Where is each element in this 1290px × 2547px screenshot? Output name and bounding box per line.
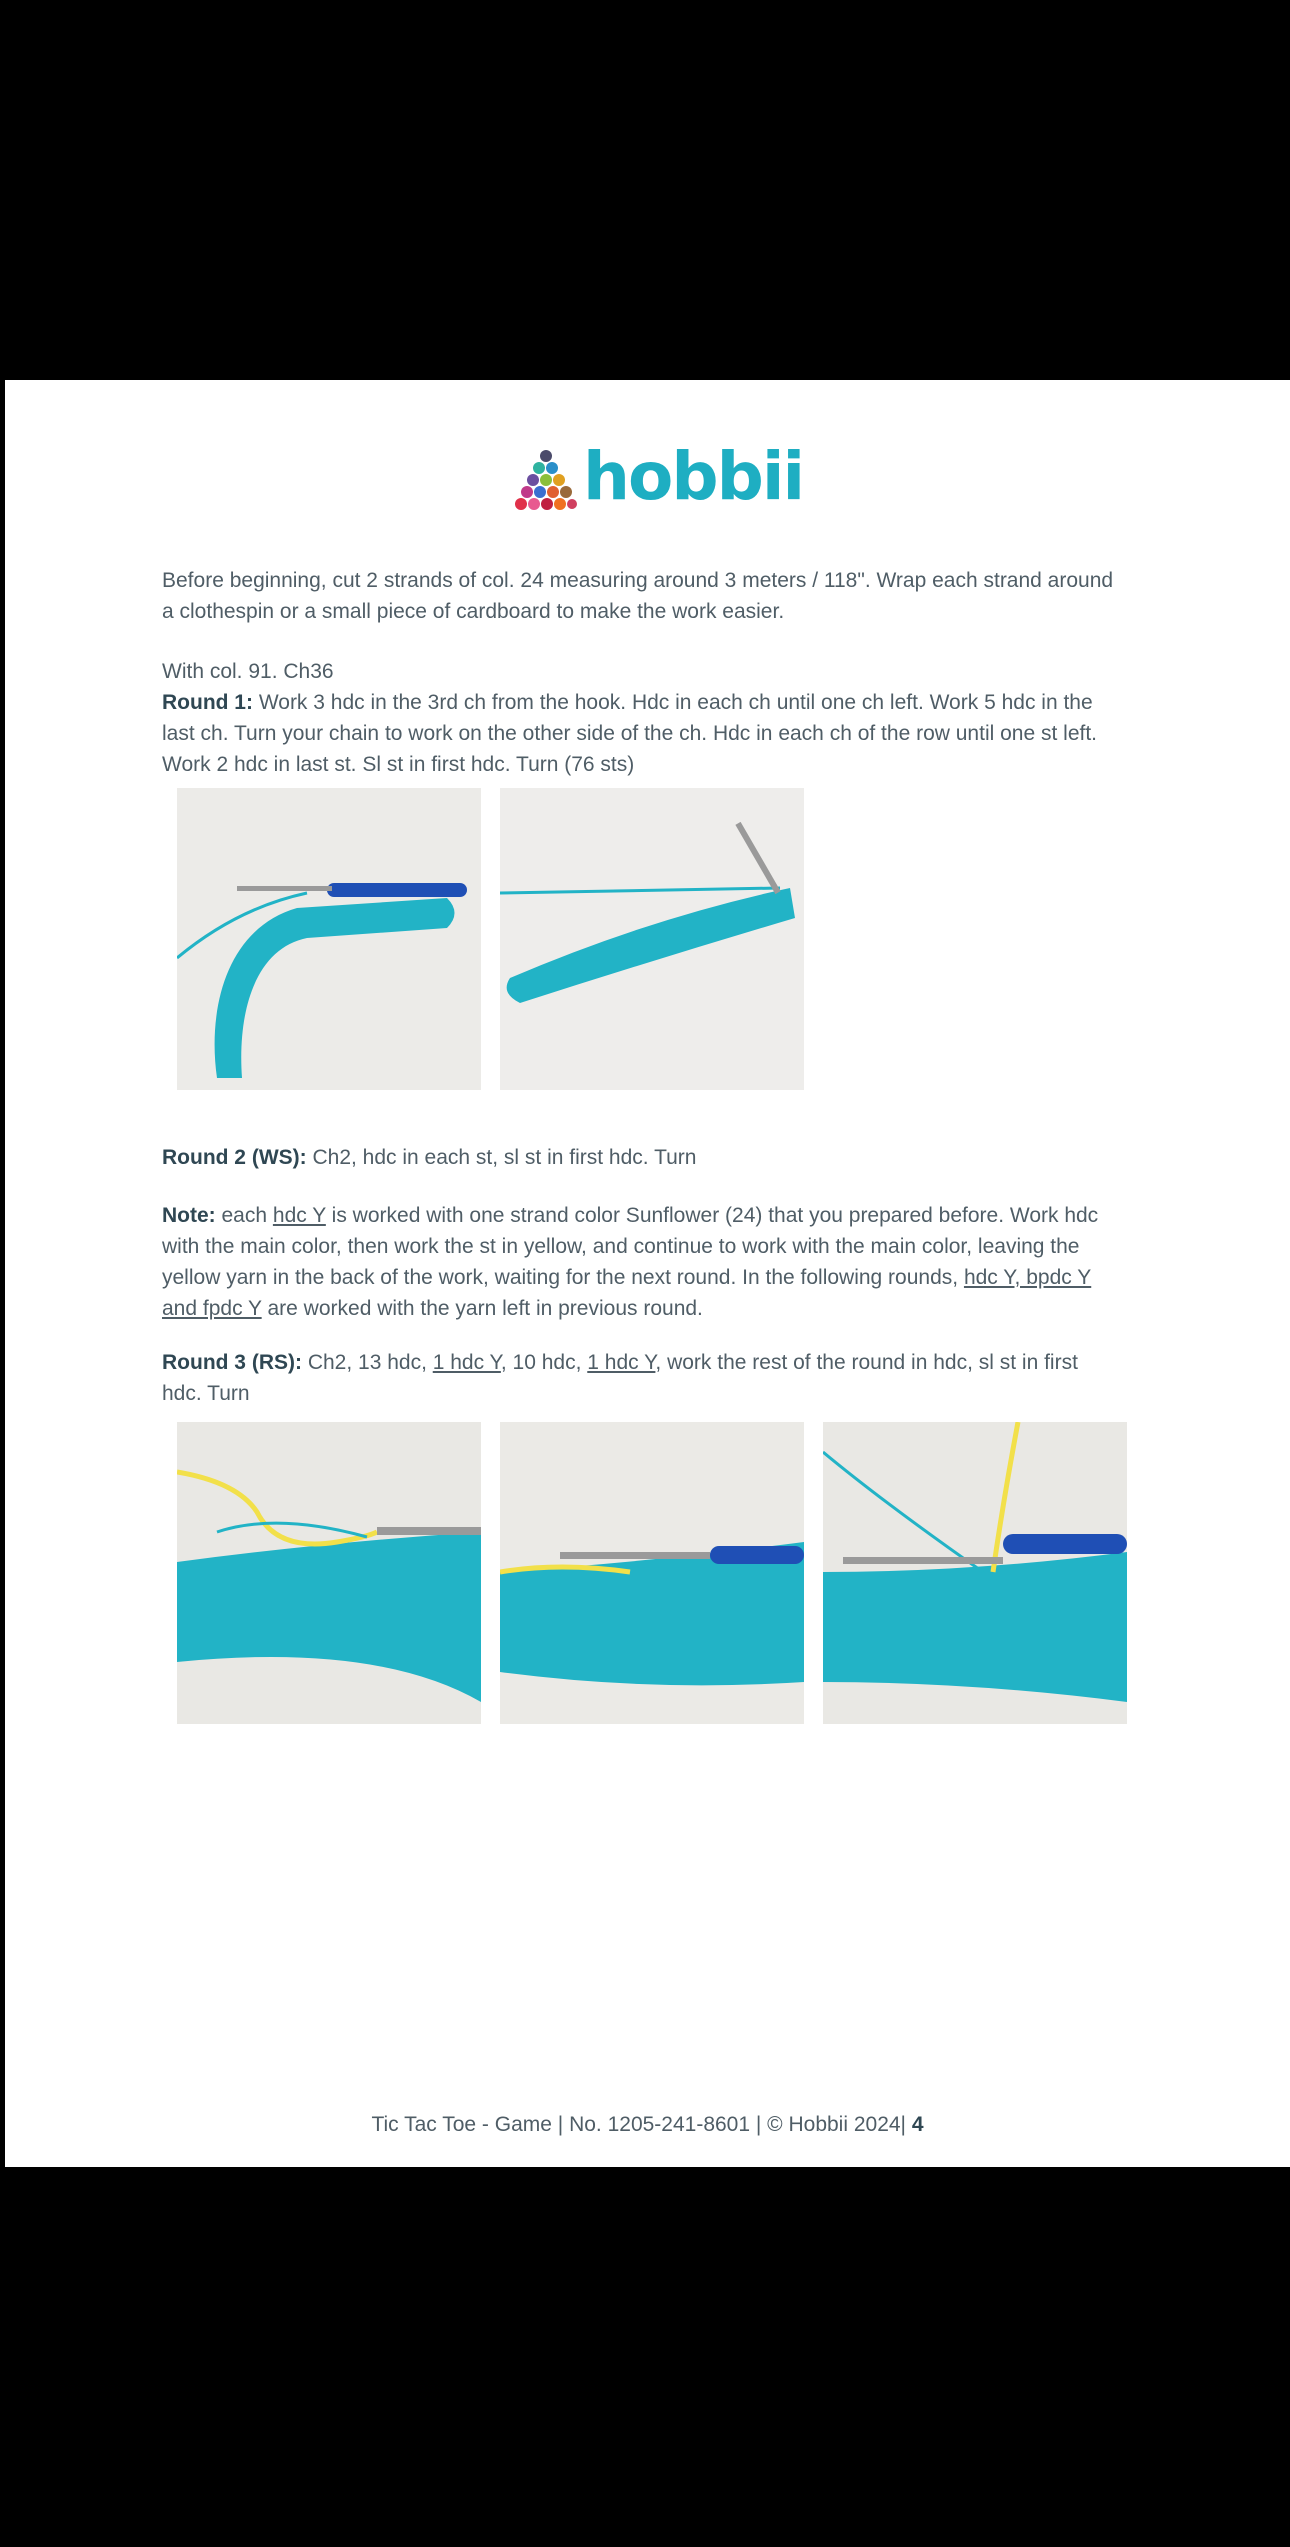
round3-photo-2: [500, 1422, 804, 1724]
footer-text: Tic Tac Toe - Game | No. 1205-241-8601 | © Hobbii 2024|: [371, 2113, 912, 2136]
round3-term-2[interactable]: 1 hdc Y: [587, 1351, 656, 1374]
round2-text: Ch2, hdc in each st, sl st in first hdc. Turn: [306, 1146, 697, 1169]
page-number: 4: [911, 2113, 924, 2136]
round3-photo-3: [823, 1422, 1127, 1724]
round3-photo-1: [177, 1422, 481, 1724]
round3-text-2: , 10 hdc,: [500, 1351, 588, 1374]
round1-photo-1: [177, 788, 481, 1090]
round1-text: Work 3 hdc in the 3rd ch from the hook. Hdc in each ch until one ch left. Work 5 hdc in the last ch. Turn your chain to work on the other side of the ch. Hdc in each ch of the row until one st left. Work 2 hdc in last st. Sl st in first hdc. Turn (76 sts): [162, 691, 1098, 776]
logo-wordmark: hobbii: [583, 438, 804, 515]
hobbii-logo: [515, 438, 804, 515]
round2-label: Round 2 (WS):: [162, 1146, 307, 1169]
round3-text-3: , work the rest of the round in hdc, sl st in first hdc. Turn: [162, 1351, 1078, 1405]
yarn-pyramid-icon: [515, 448, 577, 510]
note-text-2: is worked with one strand color Sunflower (24) that you prepared before. Work hdc with the main color, then work the st in yellow, and continue to work with the main color, leaving the yellow yarn in the back of the work, waiting for the next round. In the following rounds,: [162, 1204, 1099, 1289]
round3-paragraph: [162, 1347, 1122, 1409]
round3-text-1: Ch2, 13 hdc,: [301, 1351, 433, 1374]
round1-photo-2: [500, 788, 804, 1090]
round1-block: [162, 656, 1122, 780]
document-page: [5, 380, 1290, 2167]
start-instruction: With col. 91. Ch36: [162, 660, 334, 683]
page-footer: [5, 2113, 1290, 2137]
round1-label: Round 1:: [162, 691, 253, 714]
round2-line: [162, 1142, 1122, 1173]
note-text-1: each: [215, 1204, 273, 1227]
note-term-hdc-y[interactable]: hdc Y: [272, 1204, 326, 1227]
note-label: Note:: [162, 1204, 216, 1227]
note-text-3: are worked with the yarn left in previous round.: [261, 1297, 703, 1320]
intro-paragraph: Before beginning, cut 2 strands of col. 24 measuring around 3 meters / 118". Wrap each strand around a clothespin or a small piece of cardboard to make the work easier.: [162, 569, 1114, 623]
note-paragraph: [162, 1200, 1122, 1324]
round3-label: Round 3 (RS):: [162, 1351, 302, 1374]
note-term-stitches[interactable]: hdc Y, bpdc Y and fpdc Y: [162, 1266, 1092, 1320]
round3-term-1[interactable]: 1 hdc Y: [432, 1351, 501, 1374]
